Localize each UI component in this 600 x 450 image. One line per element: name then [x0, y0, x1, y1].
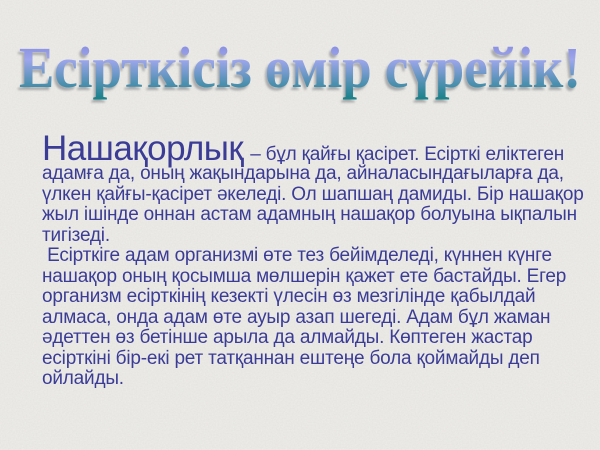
body-text-line: организм есірткінің кезекті үлесін өз мезгілінде қабылдай: [42, 286, 536, 307]
body-text-line: ойлайды.: [42, 368, 124, 389]
body-text-line: Есірткіге адам организмі өте тез бейімделеді, күннен күнге: [42, 245, 552, 266]
body-text-line: адамға да, оның жақындарына да, айналасындағыларға да,: [42, 163, 564, 184]
slide-title-text: Есірткісіз өмір сүрейік!: [19, 35, 581, 100]
body-text-line: нашақор оның қосымша мөлшерін қажет ете бастайды. Егер: [42, 265, 567, 287]
body-lead-line: [42, 129, 582, 168]
body-text-line: әдеттен өз бетінше арыла да алмайды. Көптеген жастар: [42, 327, 533, 348]
body-text-line: жыл ішінде оннан астам адамның нашақор болуына ықпалын: [42, 204, 577, 225]
lead-word: Нашақорлық: [42, 129, 244, 168]
body-text-line: тигізеді.: [42, 224, 110, 246]
slide-title-wordart: [0, 0, 600, 112]
body-text-line: алмаса, онда адам өте ауыр азап шегеді. Адам бұл жаман: [42, 306, 551, 328]
body-text-line: есірткіні бір-екі рет татқаннан ештеңе бола қоймайды деп: [42, 347, 540, 369]
body-text-block: [42, 129, 584, 390]
body-text-line: үлкен қайғы-қасірет әкеледі. Ол шапшаң дамиды. Бір нашақор: [42, 183, 584, 205]
lead-line-rest: – бұл қайғы қасірет. Есірткі еліктеген: [250, 144, 565, 165]
